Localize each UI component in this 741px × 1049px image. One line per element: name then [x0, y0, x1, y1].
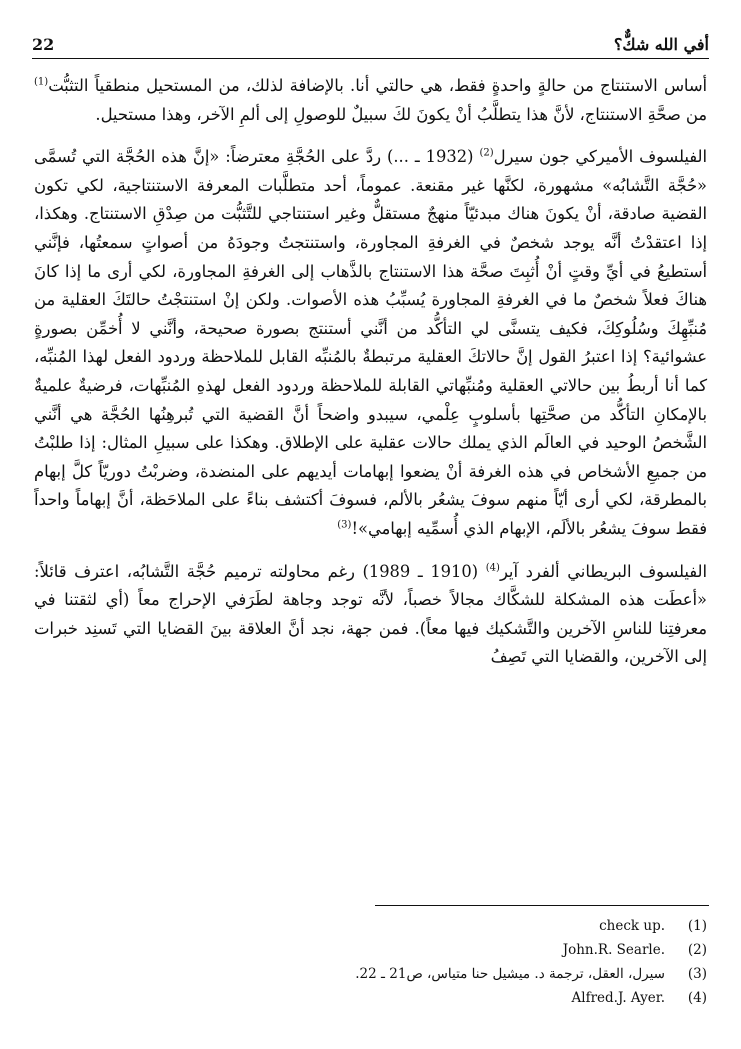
footnotes [287, 914, 707, 1010]
footnote-item [287, 914, 707, 938]
footnote-number: (2) [687, 942, 707, 958]
footnote-reference: (4) [485, 562, 500, 574]
footnote-item [287, 962, 707, 986]
paragraph-text: أساس الاستنتاج من حالةٍ واحدةٍ فقط، هي حالتي أنا. بالإضافة لذلك، من المستحيل منطقياً التثبُّت [48, 76, 707, 95]
footnote-reference: (1) [34, 76, 49, 88]
footnote-text: Alfred.J. Ayer. [571, 990, 665, 1006]
footnote-number: (3) [687, 966, 707, 982]
footnote-number: (4) [687, 990, 707, 1006]
footnote-text: check up. [599, 918, 665, 934]
footnote-item [287, 938, 707, 962]
paragraph-text: (1932 ـ ...) ردَّ على الحُجَّةِ معترضاً: «إنَّ هذه الحُجَّة التي تُسمَّى «حُجَّة التَّشابُه» مشهورة، لكنَّها غير مقنعة. عموماً، أحد متطلَّبات المعرفة الاستنتاجية، لكي تكون القضية صادقة، أنْ يكونَ هناك مبدئيّاً منهجٌ مستقلٌّ وغير استنتاجي للتَّثبُّت من صِدْقِ الاستنتاج. وهكذا، إذا اعتقدْتُ أنَّه يوجد شخصٌ في الغرفةِ المجاورة، واستنتجتُ وجودَهُ من أصواتٍ سمعتُها، فإنَّني أستطيعُ في أيِّ وقتٍ أنْ أُثبِتَ صحَّة هذا الاستنتاج بالذَّهاب إلى الغرفةِ المجاورة، لكي أرى ما إذا كانَ هناكَ فعلاً شخصٌ ما في الغرفةِ المجاورة يُسبِّبُ هذه الأصوات. ولكن إنْ استنتجْتُ حالتَكَ العقلية من مُنبِّهِكَ وسُلُوكِكَ، فكيف يتسنَّى لي التأكُّد من أنَّني أستنتج بصورة صحيحة، وأنَّني لا أُخمِّن بصورةٍ عشوائية؟ إذا اعتبرُ القول إنَّ حالاتكَ العقلية مرتبطةٌ بالمُنبِّه القابل للملاحظة وردود الفعل لهذا المُنبِّه، كما أنا أربطُ بين حالاتي العقلية ومُنبِّهاتي القابلة للملاحظة وردود الفعل لهذهِ المُنبِّهات، فرضيةٌ علميةٌ بالإمكانِ التأكُّد من صحَّتِها بأسلوبٍ عِلْمي، سيبدو واضحاً أنَّ القضية التي تُبرهِنُها الحُجَّة هي أنَّني الشَّخصُ الوحيد في العالَم الذي يملك حالات عقلية على الإطلاق. وهكذا على سبيلِ المثال: إذا طلبْتُ من جميعِ الأشخاص في هذه الغرفة أنْ يضعوا إبهامات أيديهم على المنضدة، وضربْتُ دوريّاً كلَّ إبهام بالمطرقة، لكي أرى أيّاً منهم سوفَ يشعُر بالألم، فسوفَ أكتشف بناءً على الملاحَظة، أنَّ إبهاماً واحداً فقط سوفَ يشعُر بالألَم، الإبهام الذي أُسمِّيه إبهامي»! [34, 147, 707, 538]
page-header [32, 24, 709, 59]
footnote-item [287, 986, 707, 1010]
paragraph-text: من صحَّةِ الاستنتاج، لأنَّ هذا يتطلَّبُ أنْ يكونَ لكَ سبيلٌ للوصولِ إلى ألمِ الآخر، وهذا مستحيل. [95, 104, 707, 124]
footnote-number: (1) [687, 918, 707, 934]
footnote-text: John.R. Searle. [562, 942, 665, 958]
paragraph-2 [34, 143, 707, 543]
footnote-reference: (3) [337, 519, 352, 531]
page-number: 22 [32, 35, 55, 54]
paragraph-text: (1910 ـ 1989) رغم محاولته ترميم حُجَّة التَّشابُه، اعترف قائلاً: «أعطَت هذه المشكلة للشكَّاك مجالاً خصباً، لأنَّه توجد وجاهة لطَرَفي الإحراج معاً (أي لثقتنا في معرفتِنا للناسِ الآخرين والتَّشكيك فيها معاً). فمن جهة، نجد أنَّ العلاقة بينَ القضايا التي تَسنِد خبرات إلى الآخرين، والقضايا التي تَصِفُ [34, 561, 707, 667]
paragraph-text: الفيلسوف البريطاني ألفرد آير [499, 561, 708, 581]
paragraph-3 [34, 558, 707, 672]
footnote-reference: (2) [479, 147, 494, 159]
footnote-divider [375, 905, 709, 906]
running-title: أفي الله شكٌّ؟ [613, 35, 709, 54]
footnote-text: سيرل، العقل، ترجمة د. ميشيل حنا متياس، ص21 ـ 22. [355, 966, 665, 982]
paragraph-1 [34, 72, 707, 129]
main-text [34, 72, 707, 672]
paragraph-text: الفيلسوف الأميركي جون سيرل [493, 147, 707, 167]
